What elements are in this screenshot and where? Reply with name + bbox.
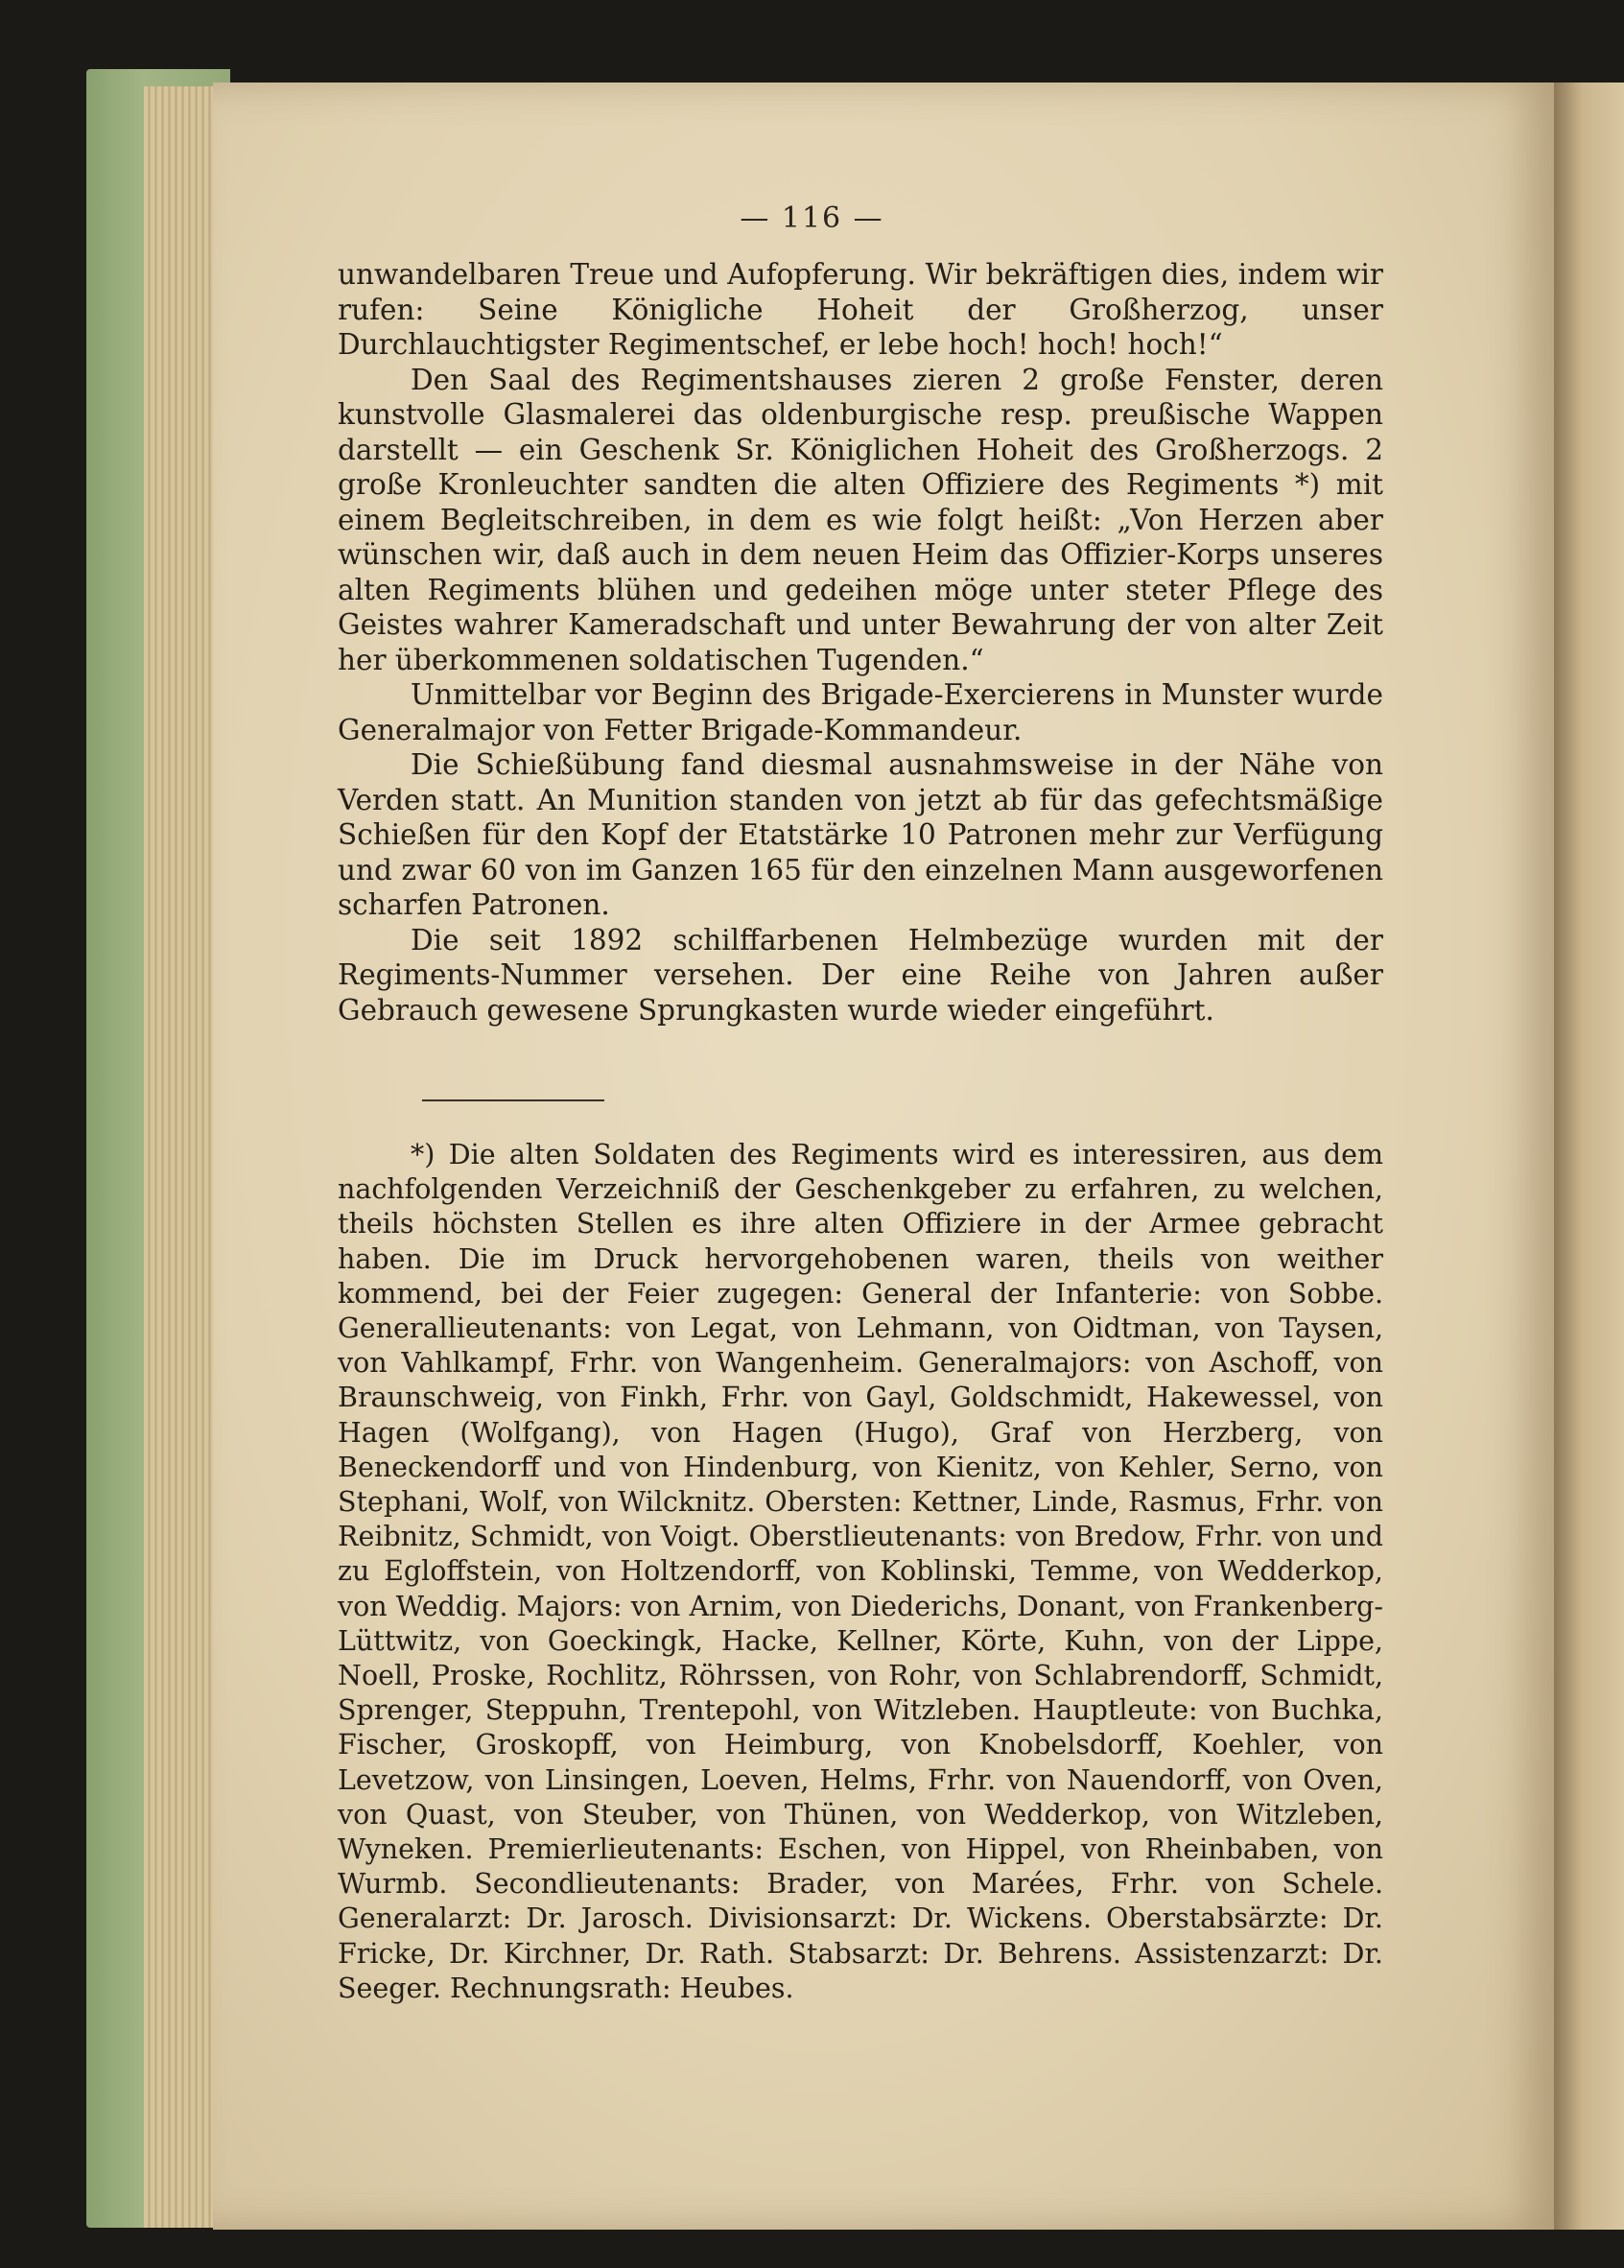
footnote-divider bbox=[422, 1099, 604, 1101]
page-number: — 116 — bbox=[740, 201, 884, 235]
paragraph-1: unwandelbaren Treue und Aufopferung. Wir bekräftigen dies, indem wir rufen: Seine Königliche Hoheit der Großherzog, unser Durchlauchtigster Regimentschef, er lebe hoch! hoch! hoch!“ bbox=[338, 258, 1383, 361]
footnote-text: *) Die alten Soldaten des Regiments wird es interessiren, aus dem nachfolgenden Verzeichniß der Geschenkgeber zu erfahren, zu welchen, theils höchsten Stellen es ihre alten Offiziere in der Armee gebracht haben. Die im Druck hervorgehobenen waren, theils von weither kommend, bei der Feier zugegen: General der Infanterie: von Sobbe. Generallieutenants: von Legat, von Lehmann, von Oidtman, von Taysen, von Vahlkampf, Frhr. von Wangenheim. Generalmajors: von Aschoff, von Braunschweig, von Finkh, Frhr. von Gayl, Goldschmidt, Hakewessel, von Hagen (Wolfgang), von Hagen (Hugo), Graf von Herzberg, von Beneckendorff und von Hindenburg, von Kienitz, von Kehler, Serno, von Stephani, Wolf, von Wilcknitz. Obersten: Kettner, Linde, Rasmus, Frhr. von Reibnitz, Schmidt, von Voigt. Oberstlieutenants: von Bredow, Frhr. von und zu Egloffstein, von Holtzendorff, von Koblinski, Temme, von Wedderkop, von Weddig. Majors: von Arnim, von Diederichs, Donant, von Frankenberg-Lüttwitz, von Goeckingk, Hacke, Kellner, Körte, Kuhn, von der Lippe, Noell, Proske, Rochlitz, Röhrssen, von Rohr, von Schlabrendorff, Schmidt, Sprenger, Steppuhn, Trentepohl, von Witzleben. Hauptleute: von Buchka, Fischer, Groskopff, von Heimburg, von Knobelsdorff, Koehler, von Levetzow, von Linsingen, Loeven, Helms, Frhr. von Nauendorff, von Oven, von Quast, von Steuber, von Thünen, von Wedderkop, von Witzleben, Wyneken. Premierlieutenants: Eschen, von Hippel, von Rheinbaben, von Wurmb. Secondlieutenants: Brader, von Marées, Frhr. von Schele. Generalarzt: Dr. Jarosch. Divisionsarzt: Dr. Wickens. Oberstabsärzte: Dr. Fricke, Dr. Kirchner, Dr. Rath. Stabsarzt: Dr. Behrens. Assistenzarzt: Dr. Seeger. Rechnungsrath: Heubes. bbox=[338, 1139, 1383, 2004]
book-gutter bbox=[1554, 83, 1624, 2230]
paragraph-3: Unmittelbar vor Beginn des Brigade-Exercierens in Munster wurde Generalmajor von Fetter Brigade-Kommandeur. bbox=[338, 678, 1383, 746]
footnote bbox=[338, 1138, 1383, 2006]
paragraph-4: Die Schießübung fand diesmal ausnahmsweise in der Nähe von Verden statt. An Munition standen von jetzt ab für das gefechtsmäßige Schießen für den Kopf der Etatstärke 10 Patronen mehr zur Verfügung und zwar 60 von im Ganzen 165 für den einzelnen Mann ausgeworfenen scharfen Patronen. bbox=[338, 748, 1383, 921]
paragraph-5: Die seit 1892 schilffarbenen Helmbezüge wurden mit der Regiments-Nummer versehen. Der eine Reihe von Jahren außer Gebrauch gewesene Sprungkasten wurde wieder eingeführt. bbox=[338, 923, 1383, 1027]
paragraph-2: Den Saal des Regimentshauses zieren 2 große Fenster, deren kunstvolle Glasmalerei das oldenburgische resp. preußische Wappen darstellt — ein Geschenk Sr. Königlichen Hoheit des Großherzogs. 2 große Kronleuchter sandten die alten Offiziere des Regiments *) mit einem Begleitschreiben, in dem es wie folgt heißt: „Von Herzen aber wünschen wir, daß auch in dem neuen Heim das Offizier-Korps unseres alten Regiments blühen und gedeihen möge unter steter Pflege des Geistes wahrer Kameradschaft und unter Bewahrung der von alter Zeit her überkommenen soldatischen Tugenden.“ bbox=[338, 363, 1383, 676]
main-text bbox=[338, 257, 1383, 1028]
